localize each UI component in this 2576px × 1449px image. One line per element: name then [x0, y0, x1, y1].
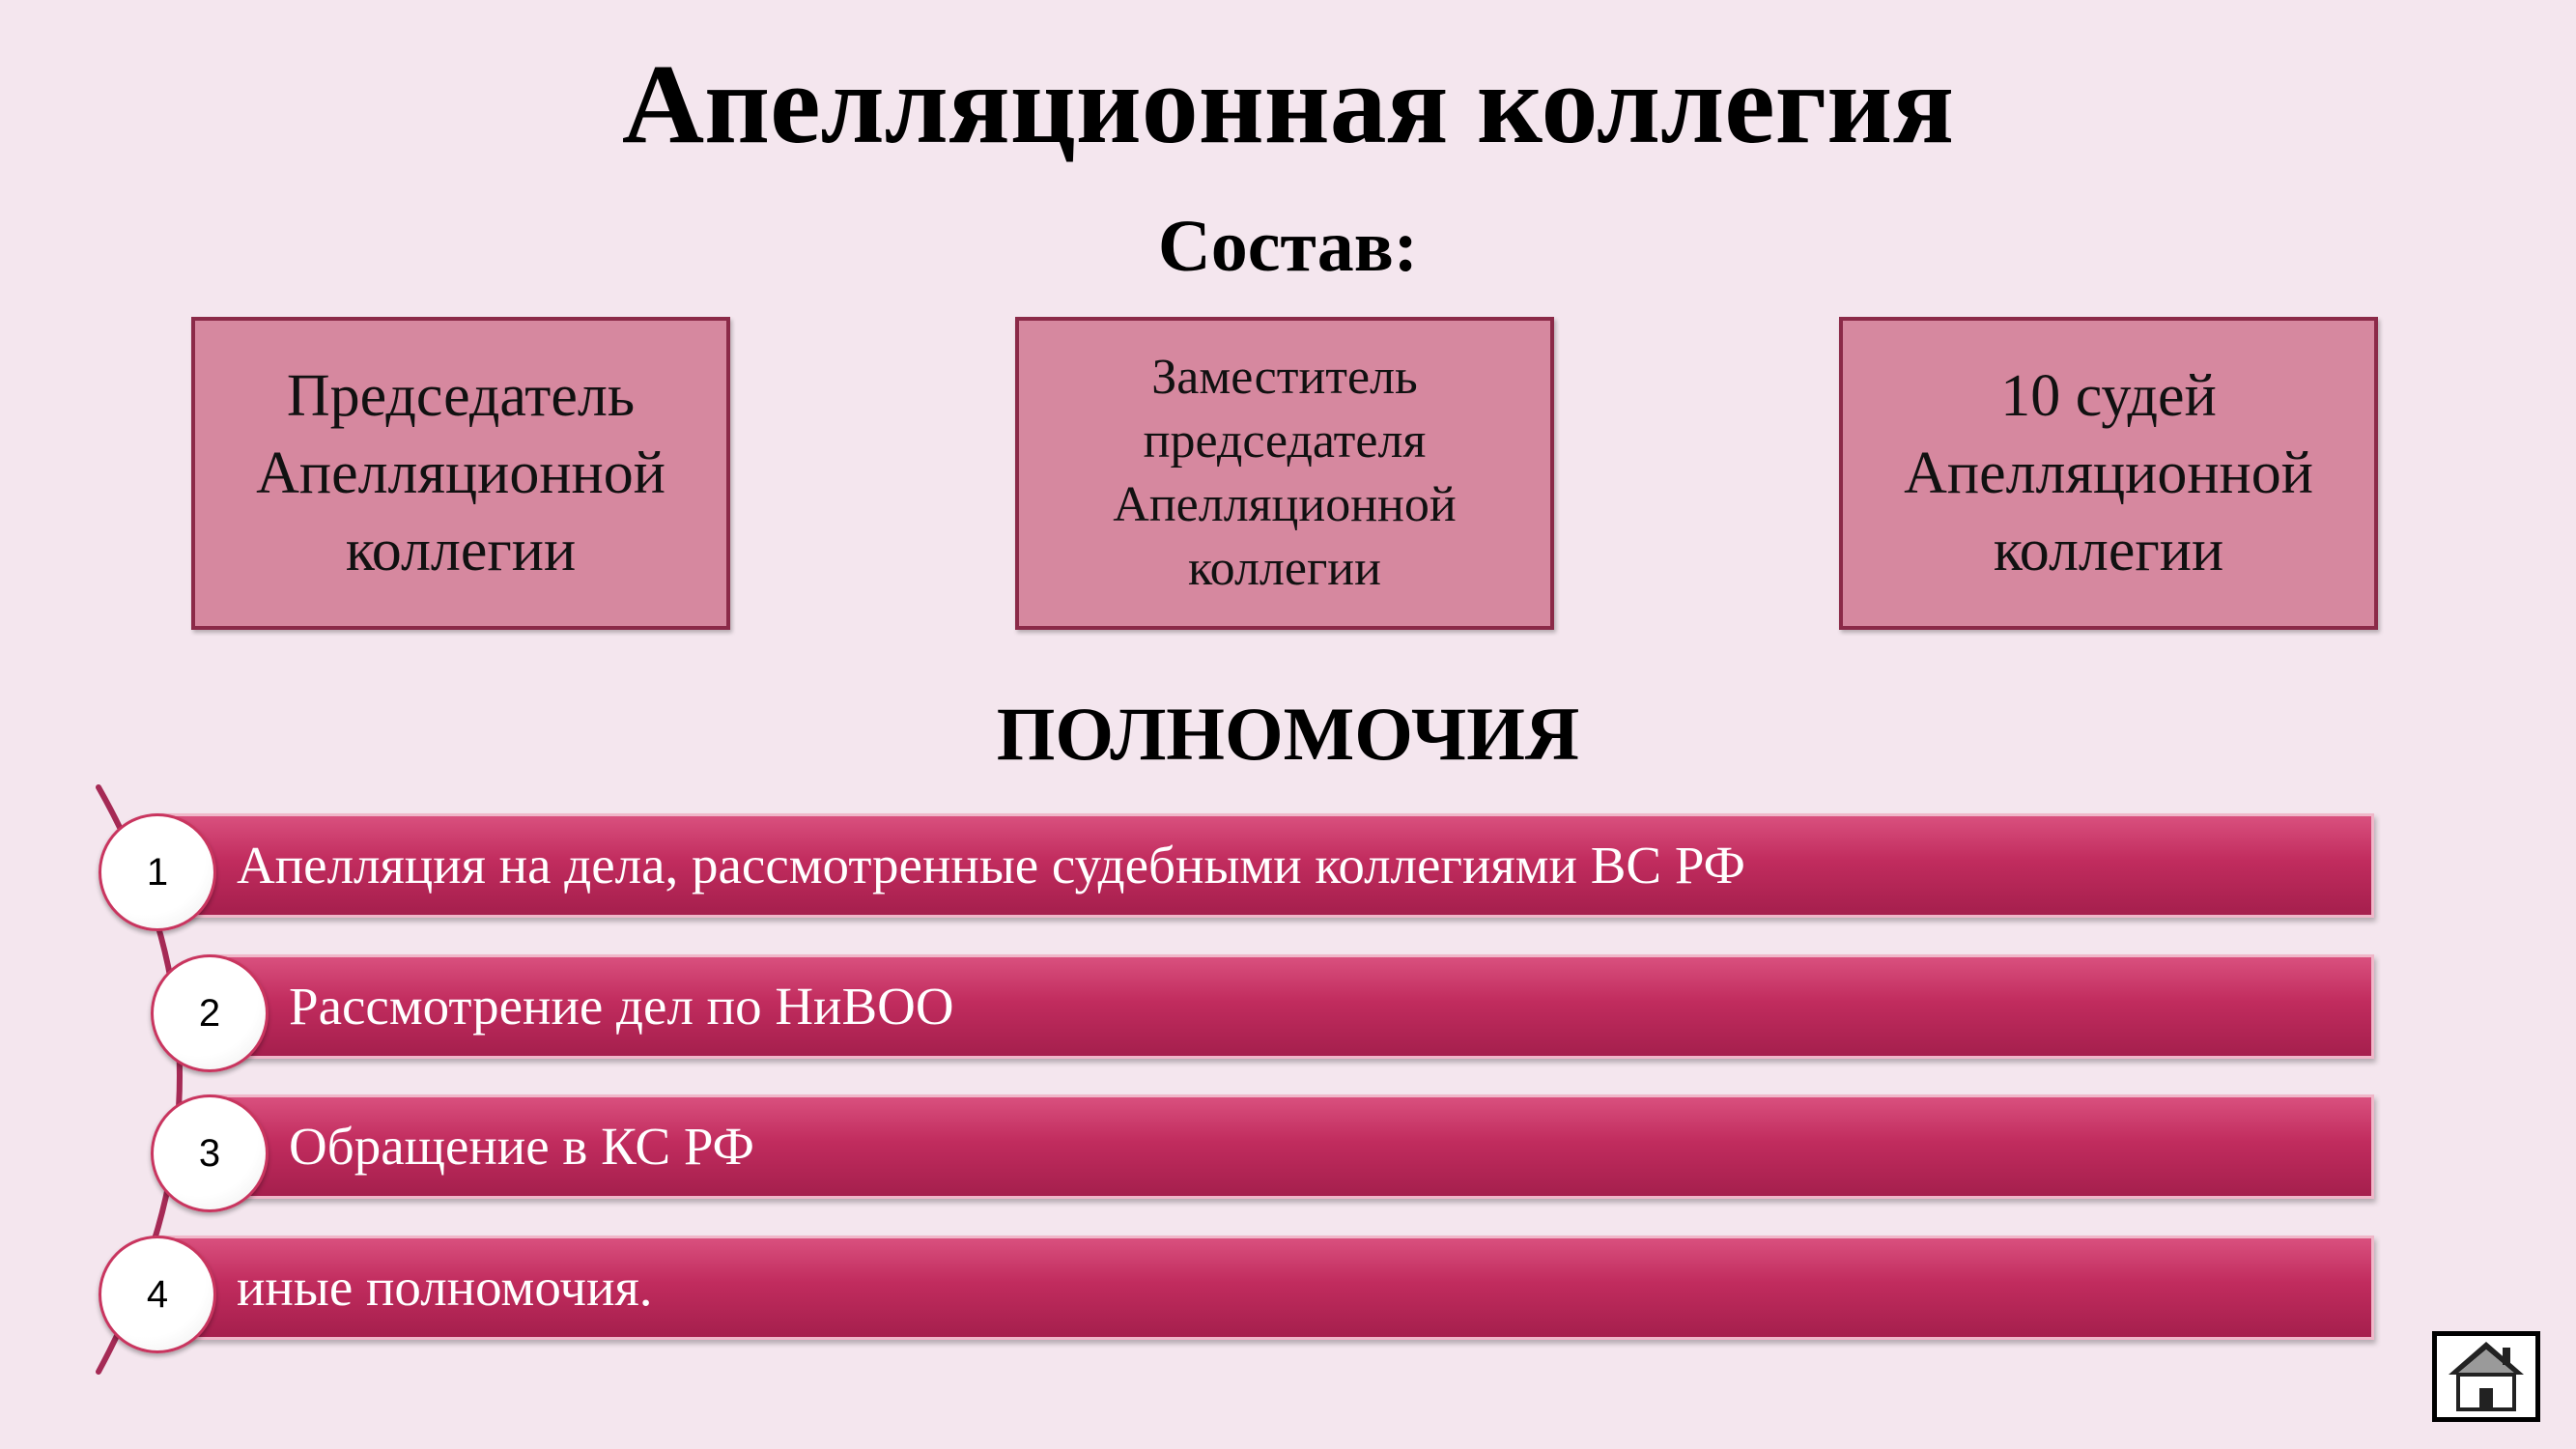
power-number-3-badge: 3	[151, 1094, 269, 1212]
power-number-4-badge: 4	[99, 1236, 216, 1353]
judges-line-1: 10 судей	[2000, 363, 2217, 429]
judges-line-2: Апелляционной	[1904, 440, 2313, 506]
power-item-1	[155, 813, 2374, 918]
deputy-line-4: коллегии	[1188, 541, 1381, 596]
power-item-2	[207, 954, 2374, 1059]
deputy-line-1: Заместитель	[1151, 350, 1418, 405]
composition-heading: Состав:	[1157, 206, 1419, 287]
powers-heading: ПОЛНОМОЧИЯ	[996, 692, 1580, 776]
power-item-4	[155, 1236, 2374, 1340]
power-item-1-text: Апелляция на дела, рассмотренные судебными коллегиями ВС РФ	[237, 836, 1745, 895]
home-button[interactable]	[2432, 1331, 2540, 1422]
chairman-line-1: Председатель	[286, 363, 636, 429]
power-number-1-badge: 1	[99, 813, 216, 931]
power-item-4-text: иные полномочия.	[237, 1258, 653, 1317]
deputy-line-2: председателя	[1143, 413, 1427, 469]
page-title: Апелляционная коллегия	[621, 41, 1955, 167]
power-item-3	[207, 1094, 2374, 1199]
power-number-2-badge: 2	[151, 954, 269, 1072]
power-item-2-text: Рассмотрение дел по НиВОО	[289, 977, 954, 1036]
deputy-line-3: Апелляционной	[1113, 477, 1457, 532]
judges-line-3: коллегии	[1993, 518, 2224, 583]
home-icon	[2437, 1336, 2535, 1417]
chairman-line-2: Апелляционной	[256, 440, 665, 506]
chairman-line-3: коллегии	[345, 518, 577, 583]
power-item-3-text: Обращение в КС РФ	[289, 1117, 754, 1176]
